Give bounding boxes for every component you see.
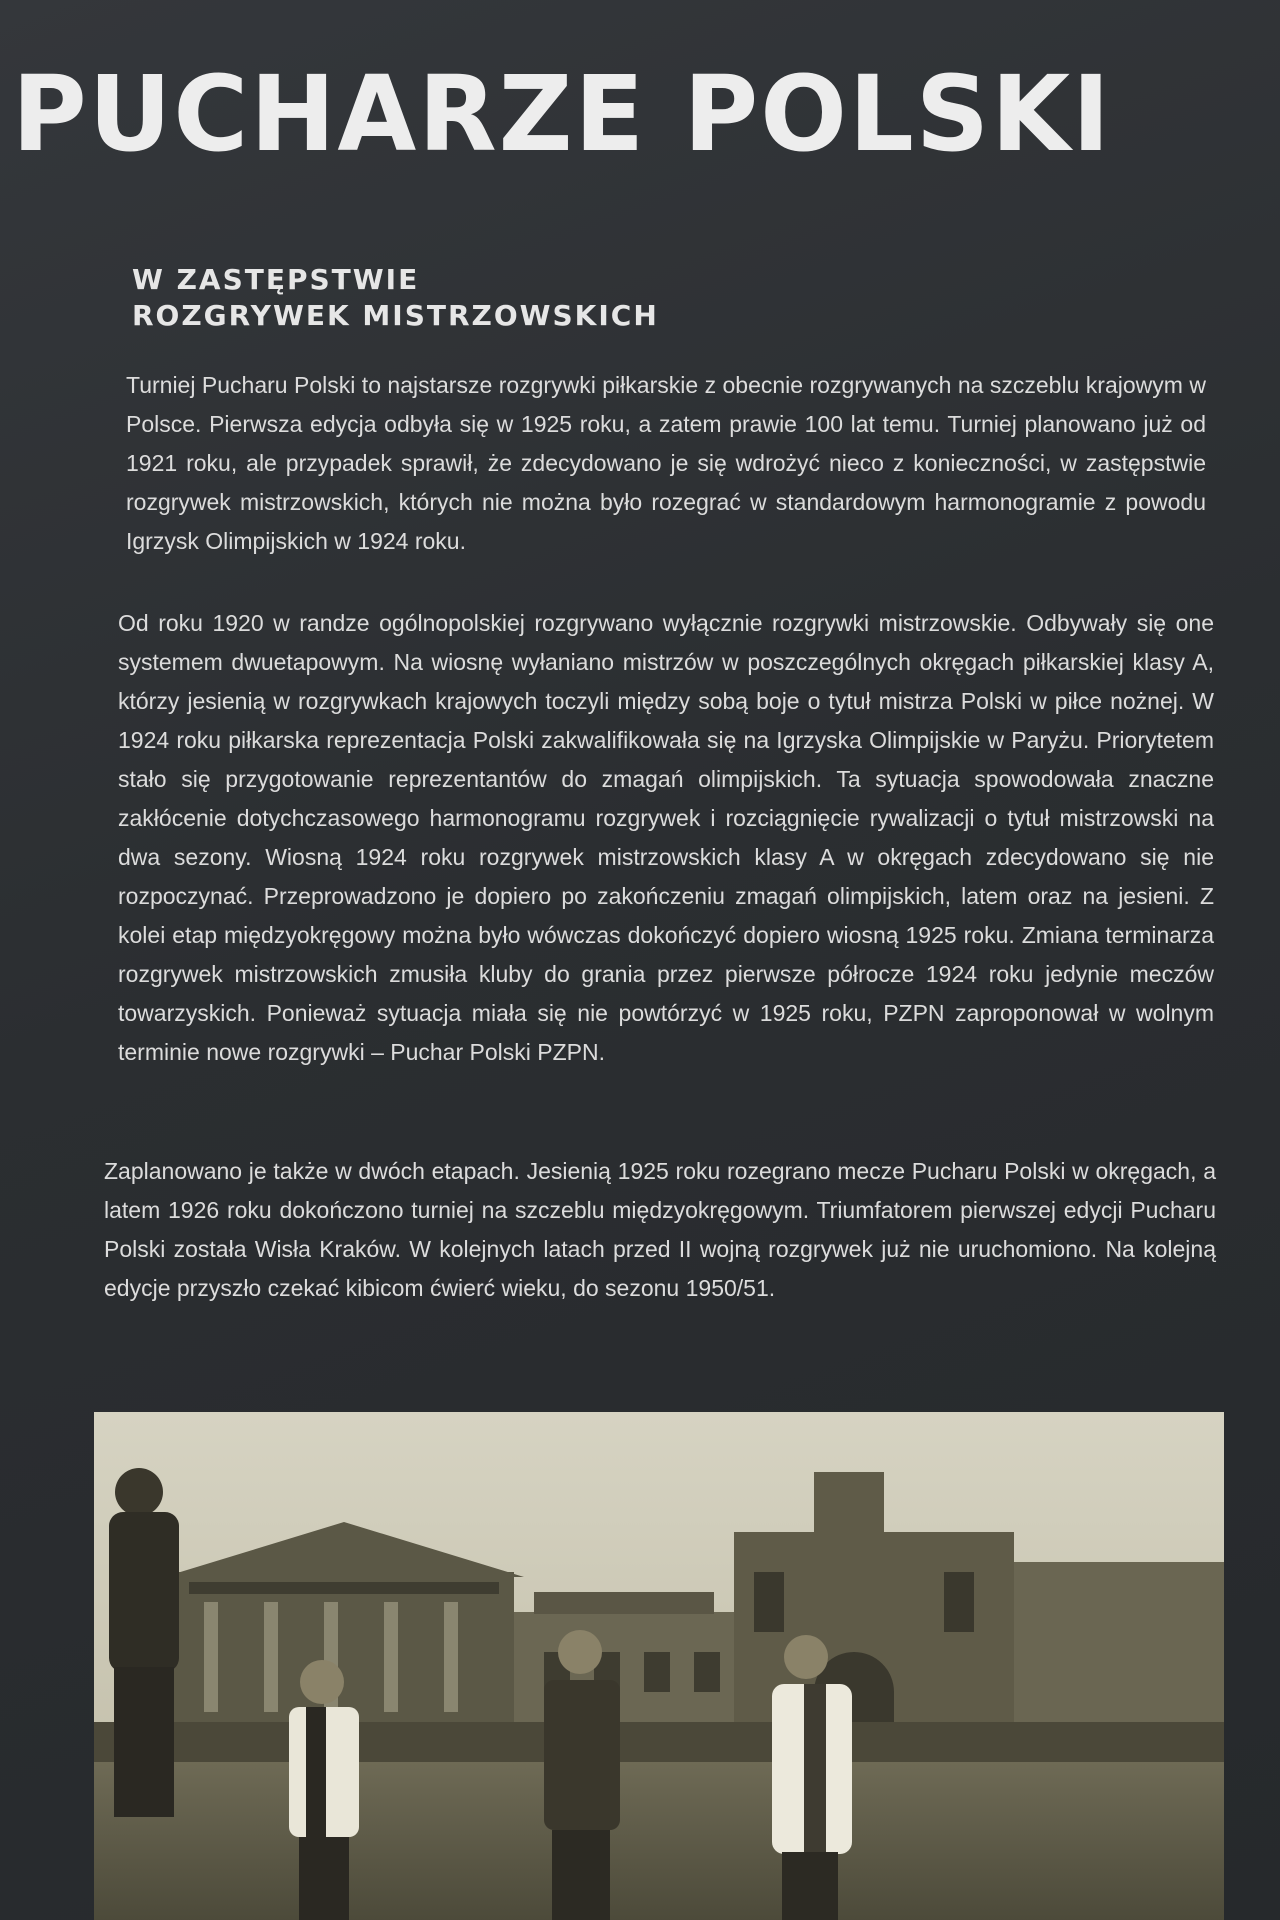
paragraph-outcome: Zaplanowano je także w dwóch etapach. Jesienią 1925 roku rozegrano mecze Pucharu Polski w okręgach, a latem 1926 roku dokończono turniej na szczeblu międzyokręgowym. Triumfatorem pierwszej edycji Pucharu Polski została Wisła Kraków. W kolejnych latach przed II wojną rozgrywek już nie uruchomiono. Na kolejną edycje przyszło czekać kibicom ćwierć wieku, do sezonu 1950/51. xyxy=(104,1158,1216,1301)
page-title: PUCHARZE POLSKI xyxy=(12,53,1112,175)
section-subtitle xyxy=(132,262,659,334)
subtitle-line: W ZASTĘPSTWIE xyxy=(132,263,420,296)
paragraph-history: Od roku 1920 w randze ogólnopolskiej rozgrywano wyłącznie rozgrywki mistrzowskie. Odbywały się one systemem dwuetapowym. Na wiosnę wyłaniano mistrzów w poszczególnych okręgach piłkarskiej klasy A, którzy jesienią w rozgrywkach krajowych toczyli między sobą boje o tytuł mistrza Polski w piłce nożnej. W 1924 roku piłkarska reprezentacja Polski zakwalifikowała się na Igrzyska Olimpijskie w Paryżu. Priorytetem stało się przygotowanie reprezentantów do zmagań olimpijskich. Ta sytuacja spowodowała znaczne zakłócenie dotychczasowego harmonogramu rozgrywek i rozciągnięcie rywalizacji o tytuł mistrzowski na dwa sezony. Wiosną 1924 roku rozgrywek mistrzowskich klasy A w okręgach zdecydowano się nie rozpoczynać. Przeprowadzono je dopiero po zakończeniu zmagań olimpijskich, latem oraz na jesieni. Z kolei etap międzyokręgowy można było wówczas dokończyć dopiero wiosną 1925 roku. Zmiana terminarza rozgrywek mistrzowskich zmusiła kluby do grania przez pierwsze półrocze 1924 roku jedynie meczów towarzyskich. Ponieważ sytuacja miała się nie powtórzyć w 1925 roku, PZPN zaproponował w wolnym terminie nowe rozgrywki – Puchar Polski PZPN. xyxy=(118,610,1214,1065)
building-right xyxy=(1014,1562,1224,1742)
paragraph-intro: Turniej Pucharu Polski to najstarsze rozgrywki piłkarskie z obecnie rozgrywanych na szczeblu krajowym w Polsce. Pierwsza edycja odbyła się w 1925 roku, a zatem prawie 100 lat temu. Turniej planowano już od 1921 roku, ale przypadek sprawił, że zdecydowano je się wdrożyć nieco z konieczności, w zastępstwie rozgrywek mistrzowskich, których nie można było rozegrać w standardowym harmonogramie z powodu Igrzysk Olimpijskich w 1924 roku. xyxy=(126,372,1206,554)
subtitle-line: ROZGRYWEK MISTRZOWSKICH xyxy=(132,299,659,332)
crowd xyxy=(94,1722,1224,1762)
historic-match-photo xyxy=(94,1412,1224,1920)
football-match-illustration xyxy=(94,1412,1224,1920)
pitch xyxy=(94,1762,1224,1920)
player-left xyxy=(109,1468,179,1817)
